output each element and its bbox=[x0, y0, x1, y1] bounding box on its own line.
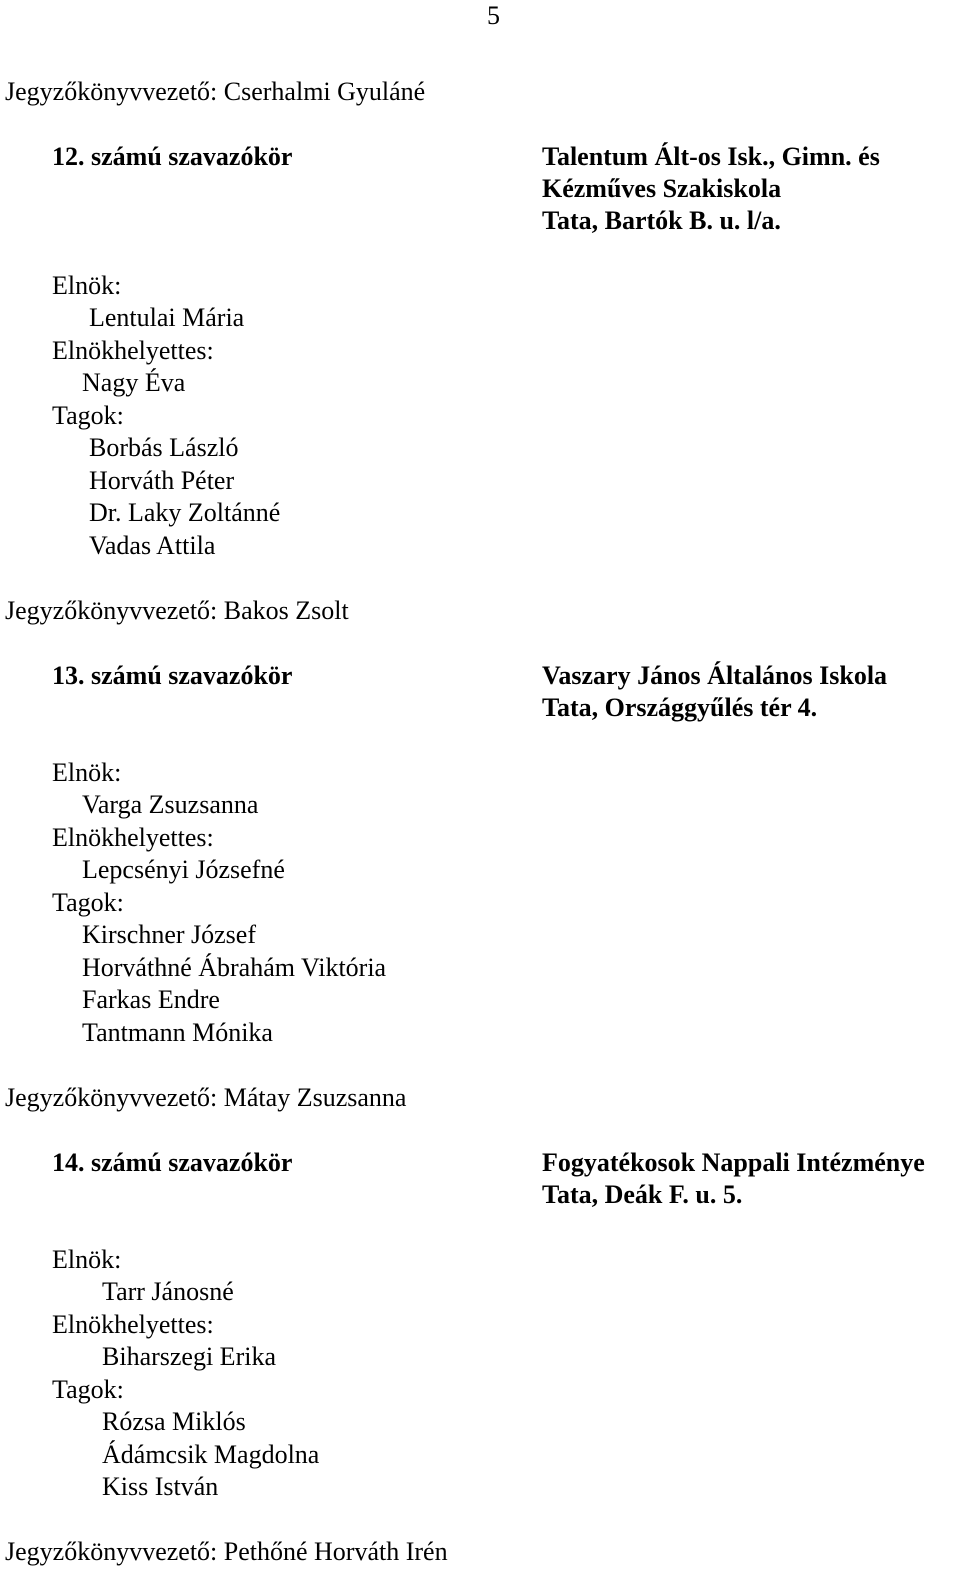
member-name: Horváth Péter bbox=[89, 466, 235, 495]
district-location-line: Tata, Deák F. u. 5. bbox=[542, 1180, 743, 1209]
chair-name: Varga Zsuzsanna bbox=[82, 790, 259, 819]
member-name: Ádámcsik Magdolna bbox=[102, 1440, 320, 1469]
district-location-line: Kézműves Szakiskola bbox=[542, 174, 782, 203]
page-number: 5 bbox=[487, 1, 500, 30]
recorder-line: Jegyzőkönyvvezető: Mátay Zsuzsanna bbox=[5, 1083, 407, 1112]
member-name: Kirschner József bbox=[82, 920, 256, 949]
chair-label: Elnök: bbox=[52, 1245, 122, 1274]
recorder-line: Jegyzőkönyvvezető: Pethőné Horváth Irén bbox=[5, 1537, 448, 1566]
member-name: Tantmann Mónika bbox=[82, 1018, 273, 1047]
member-name: Vadas Attila bbox=[89, 531, 216, 560]
district-location-line: Talentum Ált-os Isk., Gimn. és bbox=[542, 142, 880, 171]
member-name: Borbás László bbox=[89, 433, 239, 462]
member-name: Rózsa Miklós bbox=[102, 1407, 246, 1436]
vice-chair-name: Lepcsényi Józsefné bbox=[82, 855, 285, 884]
members-label: Tagok: bbox=[52, 401, 124, 430]
district-location-line: Tata, Országgyűlés tér 4. bbox=[542, 693, 818, 722]
member-name: Dr. Laky Zoltánné bbox=[89, 498, 281, 527]
district-location-line: Fogyatékosok Nappali Intézménye bbox=[542, 1148, 925, 1177]
vice-chair-label: Elnökhelyettes: bbox=[52, 1310, 214, 1339]
members-label: Tagok: bbox=[52, 1375, 124, 1404]
chair-name: Tarr Jánosné bbox=[102, 1277, 234, 1306]
previous-recorder-line: Jegyzőkönyvvezető: Cserhalmi Gyuláné bbox=[5, 77, 426, 106]
chair-label: Elnök: bbox=[52, 271, 122, 300]
chair-name: Lentulai Mária bbox=[89, 303, 245, 332]
member-name: Farkas Endre bbox=[82, 985, 220, 1014]
chair-label: Elnök: bbox=[52, 758, 122, 787]
district-title: 14. számú szavazókör bbox=[52, 1148, 293, 1177]
members-label: Tagok: bbox=[52, 888, 124, 917]
district-location-line: Tata, Bartók B. u. l/a. bbox=[542, 206, 781, 235]
district-title: 13. számú szavazókör bbox=[52, 661, 293, 690]
vice-chair-label: Elnökhelyettes: bbox=[52, 336, 214, 365]
vice-chair-label: Elnökhelyettes: bbox=[52, 823, 214, 852]
recorder-line: Jegyzőkönyvvezető: Bakos Zsolt bbox=[5, 596, 349, 625]
district-title: 12. számú szavazókör bbox=[52, 142, 293, 171]
vice-chair-name: Nagy Éva bbox=[82, 368, 186, 397]
district-location-line: Vaszary János Általános Iskola bbox=[542, 661, 888, 690]
member-name: Horváthné Ábrahám Viktória bbox=[82, 953, 387, 982]
vice-chair-name: Biharszegi Erika bbox=[102, 1342, 276, 1371]
member-name: Kiss István bbox=[102, 1472, 219, 1501]
